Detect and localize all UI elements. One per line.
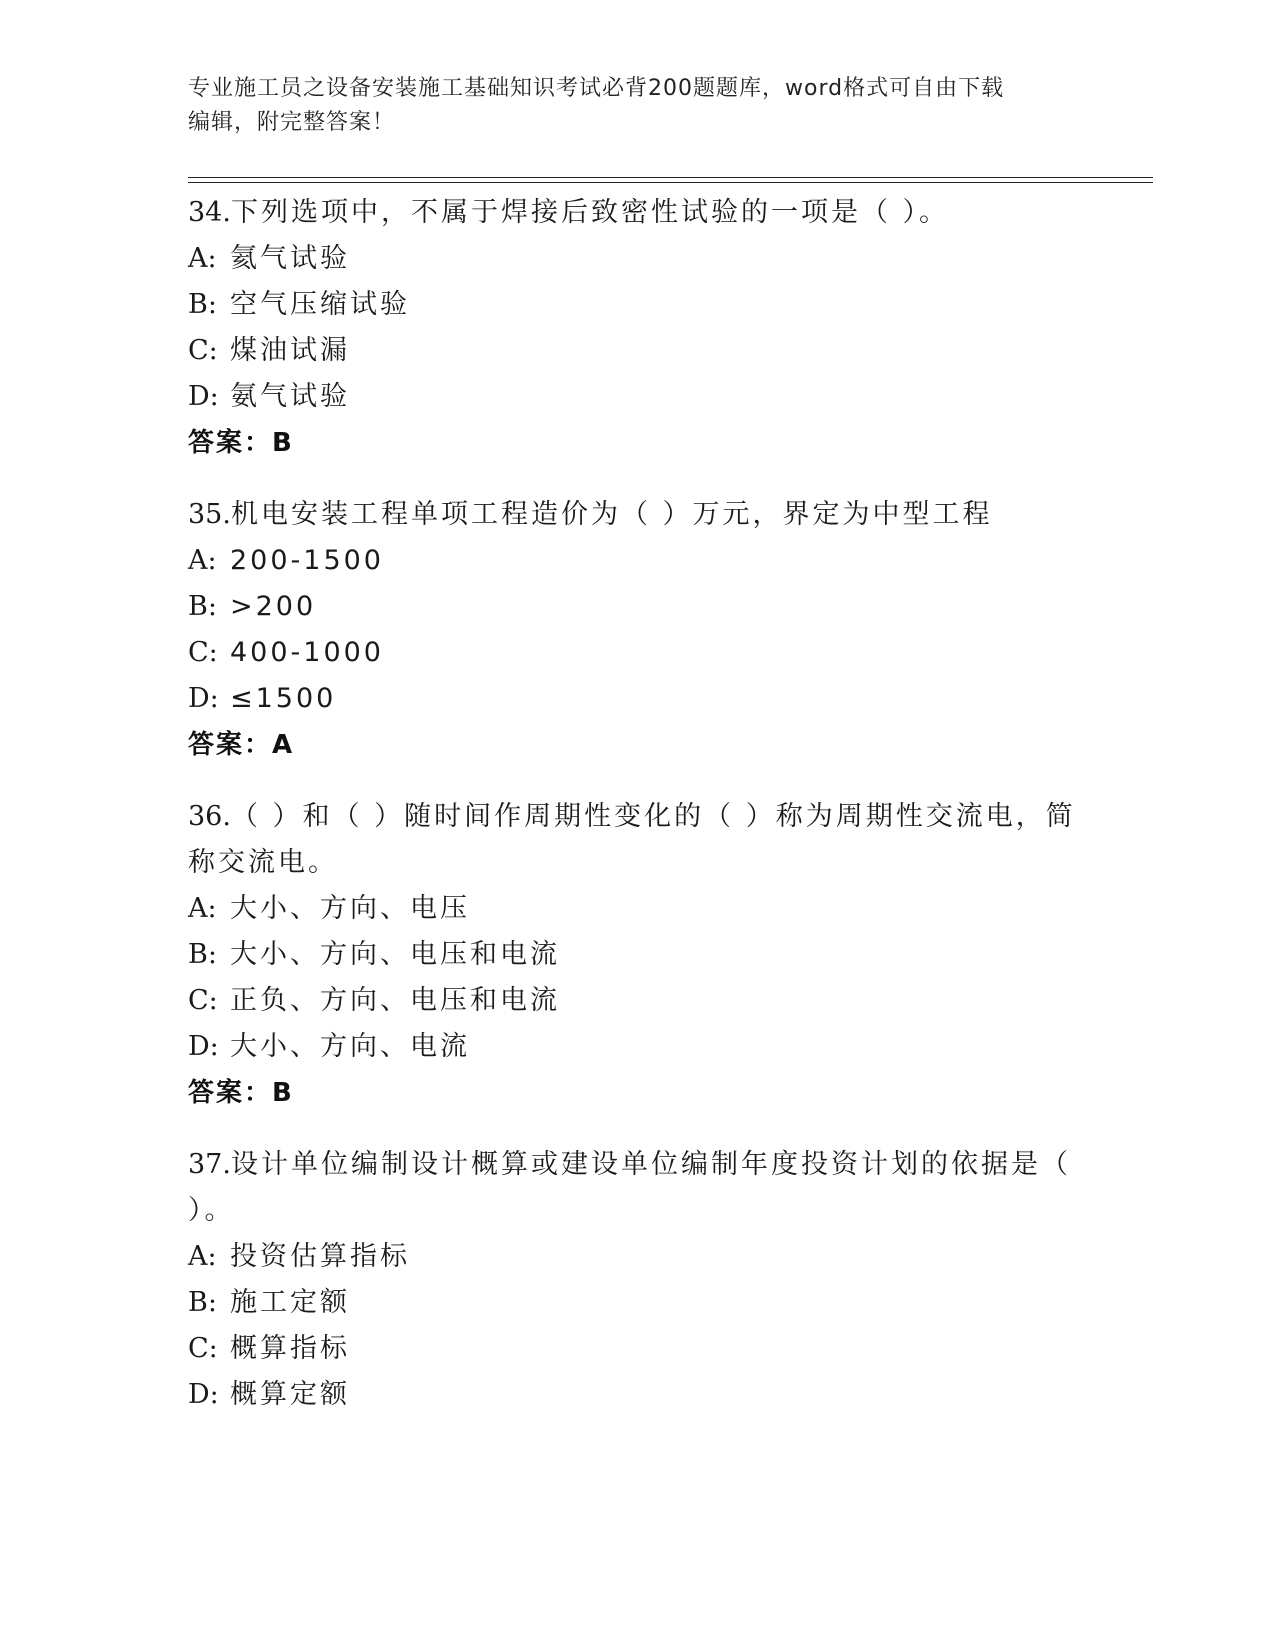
option-letter: C: bbox=[188, 985, 218, 1016]
option-letter: B: bbox=[188, 939, 217, 970]
question-number: 37. bbox=[188, 1149, 231, 1180]
option-letter: A: bbox=[188, 545, 217, 576]
option-a bbox=[188, 538, 1088, 584]
option-b bbox=[188, 1280, 1088, 1326]
option-letter: B: bbox=[188, 289, 217, 320]
option-text: 大小、方向、电流 bbox=[230, 1031, 470, 1062]
question-number: 34. bbox=[188, 197, 231, 228]
question-37 bbox=[188, 1142, 1088, 1418]
answer-text: 答案：B bbox=[188, 1078, 294, 1108]
option-text: 氨气试验 bbox=[230, 381, 350, 412]
option-letter: C: bbox=[188, 335, 218, 366]
option-d bbox=[188, 1372, 1088, 1418]
question-34 bbox=[188, 190, 1088, 466]
option-c bbox=[188, 328, 1088, 374]
question-text: 下列选项中，不属于焊接后致密性试验的一项是（ ）。 bbox=[230, 197, 950, 228]
option-letter: A: bbox=[188, 1241, 217, 1272]
option-text: 概算定额 bbox=[230, 1379, 350, 1410]
header-title-line-2: 编辑，附完整答案！ bbox=[188, 110, 396, 135]
option-b bbox=[188, 282, 1088, 328]
option-c bbox=[188, 1326, 1088, 1372]
option-letter: A: bbox=[188, 243, 217, 274]
document-header bbox=[188, 72, 1068, 140]
option-text: ≤1500 bbox=[230, 683, 337, 714]
question-stem bbox=[188, 794, 1088, 886]
option-text: 氦气试验 bbox=[230, 243, 350, 274]
header-divider-bottom bbox=[188, 182, 1153, 183]
option-letter: D: bbox=[188, 683, 219, 714]
option-text: 正负、方向、电压和电流 bbox=[230, 985, 560, 1016]
option-d bbox=[188, 374, 1088, 420]
answer-text: 答案：A bbox=[188, 730, 295, 760]
option-d bbox=[188, 676, 1088, 722]
header-divider-top bbox=[188, 177, 1153, 178]
option-a bbox=[188, 236, 1088, 282]
option-text: 400-1000 bbox=[230, 637, 384, 668]
option-text: 大小、方向、电压和电流 bbox=[230, 939, 560, 970]
option-letter: B: bbox=[188, 1287, 217, 1318]
question-text: 机电安装工程单项工程造价为（ ）万元，界定为中型工程 bbox=[230, 499, 993, 530]
question-35 bbox=[188, 492, 1088, 768]
option-b bbox=[188, 932, 1088, 978]
option-text: >200 bbox=[230, 591, 317, 622]
option-letter: C: bbox=[188, 1333, 218, 1364]
option-text: 200-1500 bbox=[230, 545, 384, 576]
question-stem bbox=[188, 1142, 1088, 1234]
option-b bbox=[188, 584, 1088, 630]
option-text: 概算指标 bbox=[230, 1333, 350, 1364]
header-title-line-1: 专业施工员之设备安装施工基础知识考试必背200题题库，word格式可自由下载 bbox=[188, 76, 1005, 101]
answer-text: 答案：B bbox=[188, 428, 294, 458]
question-stem bbox=[188, 492, 1088, 538]
option-letter: D: bbox=[188, 381, 219, 412]
question-number: 36. bbox=[188, 801, 231, 832]
option-a bbox=[188, 1234, 1088, 1280]
option-letter: D: bbox=[188, 1031, 219, 1062]
option-letter: D: bbox=[188, 1379, 219, 1410]
question-stem bbox=[188, 190, 1088, 236]
option-c bbox=[188, 630, 1088, 676]
option-letter: C: bbox=[188, 637, 218, 668]
question-text: （ ）和（ ）随时间作周期性变化的（ ）称为周期性交流电，简称交流电。 bbox=[188, 801, 1076, 878]
question-36 bbox=[188, 794, 1088, 1116]
option-text: 空气压缩试验 bbox=[230, 289, 410, 320]
option-text: 煤油试漏 bbox=[230, 335, 350, 366]
question-number: 35. bbox=[188, 499, 231, 530]
option-letter: A: bbox=[188, 893, 217, 924]
option-text: 投资估算指标 bbox=[230, 1241, 410, 1272]
question-list bbox=[188, 190, 1088, 1444]
option-text: 大小、方向、电压 bbox=[230, 893, 470, 924]
option-a bbox=[188, 886, 1088, 932]
option-letter: B: bbox=[188, 591, 217, 622]
question-text: 设计单位编制设计概算或建设单位编制年度投资计划的依据是（ ）。 bbox=[188, 1149, 1071, 1226]
option-c bbox=[188, 978, 1088, 1024]
option-d bbox=[188, 1024, 1088, 1070]
option-text: 施工定额 bbox=[230, 1287, 350, 1318]
